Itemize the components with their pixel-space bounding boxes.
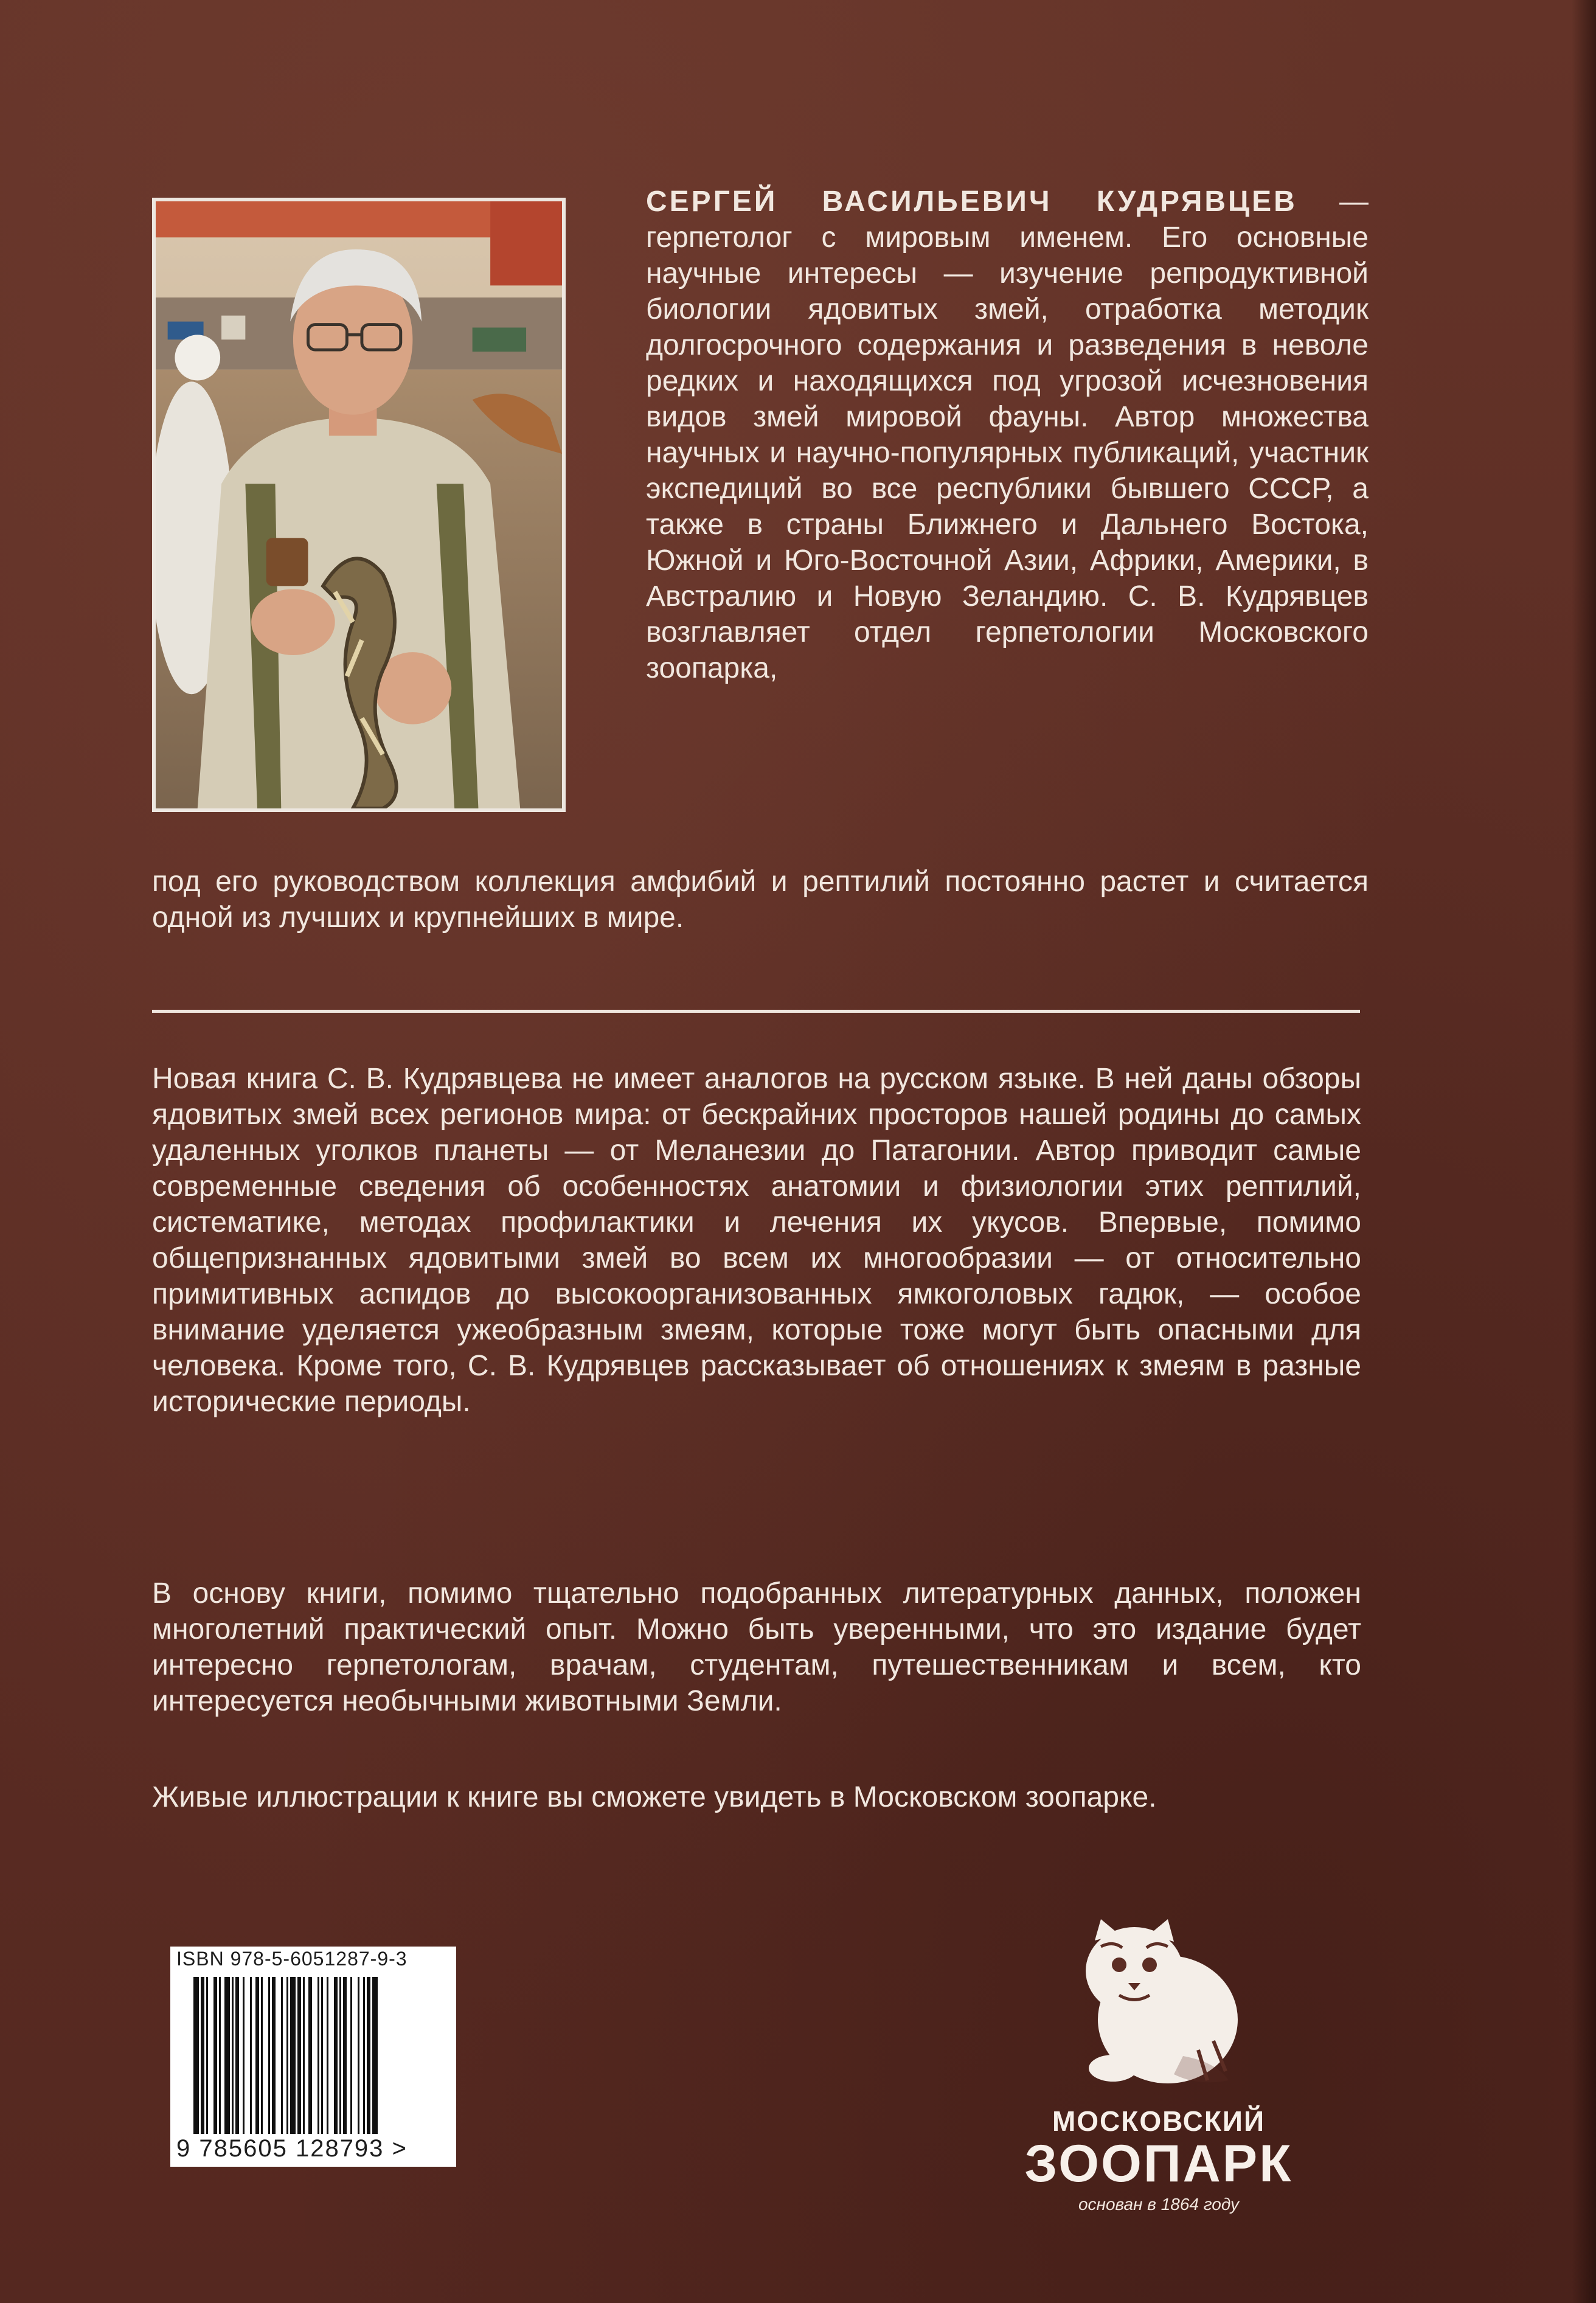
- author-photo: [152, 198, 566, 812]
- barcode-bars: [193, 1977, 437, 2134]
- logo-text-moscow: МОСКОВСКИЙ: [1052, 2105, 1266, 2137]
- ean-digits: 9 785605 128793 >: [176, 2135, 408, 2162]
- logo-tagline: основан в 1864 году: [1078, 2195, 1239, 2214]
- author-photo-image: [156, 201, 562, 808]
- author-bio: [646, 184, 1369, 686]
- description-paragraph: Живые иллюстрации к книге вы сможете увидеть в Московском зоопарке.: [152, 1781, 1157, 1813]
- author-bio-continued: под его руководством коллекция амфибий и рептилий постоянно растет и считается одной из лучших и крупнейших в мире.: [152, 866, 1369, 934]
- description-paragraph: В основу книги, помимо тщательно подобранных литературных данных, положен многолетний практический опыт. Можно быть уверенными, что это издание будет интересно герпетологам, врачам, студентам, путешественникам и всем, кто интересуется необычными животными Земли.: [152, 1577, 1361, 1717]
- author-name: СЕРГЕЙ ВАСИЛЬЕВИЧ КУДРЯВЦЕВ: [646, 186, 1297, 218]
- logo-text-zoo: ЗООПАРК: [1024, 2135, 1293, 2193]
- description-paragraph: Новая книга С. В. Кудрявцева не имеет аналогов на русском языке. В ней даны обзоры ядовитых змей всех регионов мира: от бескрайних просторов нашей родины до самых удаленных уголков планеты — от Меланезии до Патагонии. Автор приводит самые современные сведения об особенностях анатомии и физиологии этих рептилий, систематике, методах профилактики и лечения их укусов. Впервые, помимо общепризнанных ядовитыми змей во всем их многообразии — от относительно примитивных аспидов до высокоорганизованных ямкоголовых гадюк, — особое внимание уделяется ужеобразным змеям, которые тоже могут быть опасными для человека. Кроме того, С. В. Кудрявцев рассказывает об отношениях к змеям в разные исторические периоды.: [152, 1063, 1361, 1418]
- isbn-barcode: [170, 1947, 456, 2167]
- isbn-label: ISBN 978-5-6051287-9-3: [176, 1948, 408, 1970]
- cover-edge-shadow: [1572, 0, 1596, 2303]
- author-bio-text: — герпетолог с мировым именем. Его основные научные интересы — изучение репродуктивной биологии ядовитых змей, отработка методик долгосрочного содержания и разведения в неволе редких и находящихся под угрозой исчезновения видов змей мировой фауны. Автор множества научных и научно-популярных публикаций, участник экспедиций во все республики бывшего СССР, а также в страны Ближнего и Дальнего Востока, Южной и Юго-Восточной Азии, Африки, Америки, в Австралию и Новую Зеландию. С. В. Кудрявцев возглавляет отдел герпетологии Московского зоопарка,: [646, 186, 1369, 684]
- publisher-logo: [1016, 1904, 1302, 2214]
- manul-cat-icon: [1077, 1904, 1241, 2093]
- section-divider: [152, 1010, 1360, 1013]
